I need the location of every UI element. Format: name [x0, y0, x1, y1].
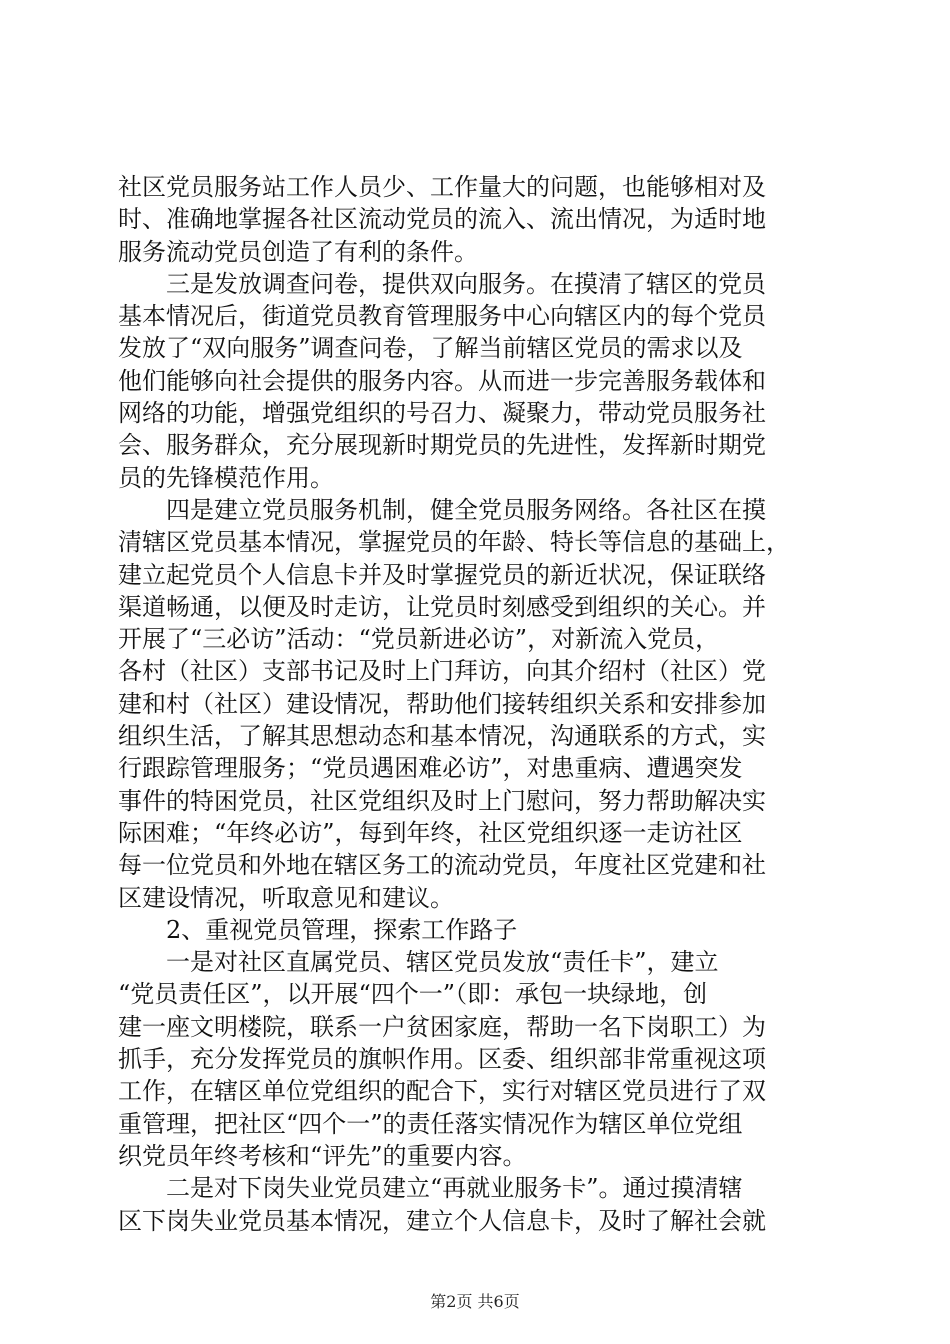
text-line: 员的先锋模范作用。: [118, 463, 334, 492]
text-line: 基本情况后，街道党员教育管理服务中心向辖区内的每个党员: [118, 302, 766, 331]
text-line: 区下岗失业党员基本情况，建立个人信息卡，及时了解社会就: [118, 1206, 766, 1235]
text-line: 建立起党员个人信息卡并及时掌握党员的新近状况，保证联络: [118, 560, 766, 589]
text-line: 事件的特困党员，社区党组织及时上门慰问，努力帮助解决实: [118, 786, 766, 815]
body-text: [118, 171, 838, 1237]
text-line: 渠道畅通，以便及时走访，让党员时刻感受到组织的关心。并: [118, 592, 766, 621]
text-line: 服务流动党员创造了有利的条件。: [118, 237, 478, 266]
text-line: 社区党员服务站工作人员少、工作量大的问题，也能够相对及: [118, 173, 766, 201]
page-number-footer: 第2页 共6页: [430, 1292, 520, 1311]
text-line: 抓手，充分发挥党员的旗帜作用。区委、组织部非常重视这项: [118, 1045, 766, 1074]
text-line: 组织生活，了解其思想动态和基本情况，沟通联系的方式，实: [118, 722, 766, 751]
text-line: 开展了“三必访”活动：“党员新进必访”，对新流入党员，: [118, 625, 720, 654]
text-line: 区建设情况，听取意见和建议。: [118, 883, 454, 912]
section-heading: 2、重视党员管理，探索工作路子: [118, 915, 518, 944]
text-line: 三是发放调查问卷，提供双向服务。在摸清了辖区的党员: [118, 269, 766, 298]
text-line: 各村（社区）支部书记及时上门拜访，向其介绍村（社区）党: [118, 657, 766, 686]
text-line: 工作，在辖区单位党组织的配合下，实行对辖区党员进行了双: [118, 1077, 766, 1106]
text-line: 四是建立党员服务机制，健全党员服务网络。各社区在摸: [118, 495, 766, 524]
text-line: 会、服务群众，充分展现新时期党员的先进性，发挥新时期党: [118, 431, 766, 460]
text-line: “党员责任区”，以开展“四个一”（即：承包一块绿地，创: [118, 980, 708, 1009]
text-line: 织党员年终考核和“评先”的重要内容。: [118, 1141, 527, 1170]
text-line: 他们能够向社会提供的服务内容。从而进一步完善服务载体和: [118, 366, 766, 395]
text-line: 时、准确地掌握各社区流动党员的流入、流出情况，为适时地: [118, 205, 766, 234]
text-line: 每一位党员和外地在辖区务工的流动党员，年度社区党建和社: [118, 851, 766, 880]
text-line: 网络的功能，增强党组织的号召力、凝聚力，带动党员服务社: [118, 399, 766, 428]
text-line: 建和村（社区）建设情况，帮助他们接转组织关系和安排参加: [118, 689, 766, 718]
text-line: 重管理，把社区“四个一”的责任落实情况作为辖区单位党组: [118, 1109, 743, 1138]
text-line: 一是对社区直属党员、辖区党员发放“责任卡”，建立: [118, 948, 719, 977]
text-line: 行跟踪管理服务；“党员遇困难必访”，对患重病、遭遇突发: [118, 754, 743, 783]
text-line: 建一座文明楼院，联系一户贫困家庭，帮助一名下岗职工）为: [118, 1012, 766, 1041]
text-line: 际困难；“年终必访”，每到年终，社区党组织逐一走访社区: [118, 818, 743, 847]
text-line: 发放了“双向服务”调查问卷，了解当前辖区党员的需求以及: [118, 334, 743, 363]
text-line: 清辖区党员基本情况，掌握党员的年龄、特长等信息的基础上，: [118, 528, 790, 557]
text-line: 二是对下岗失业党员建立“再就业服务卡”。通过摸清辖: [118, 1174, 743, 1203]
